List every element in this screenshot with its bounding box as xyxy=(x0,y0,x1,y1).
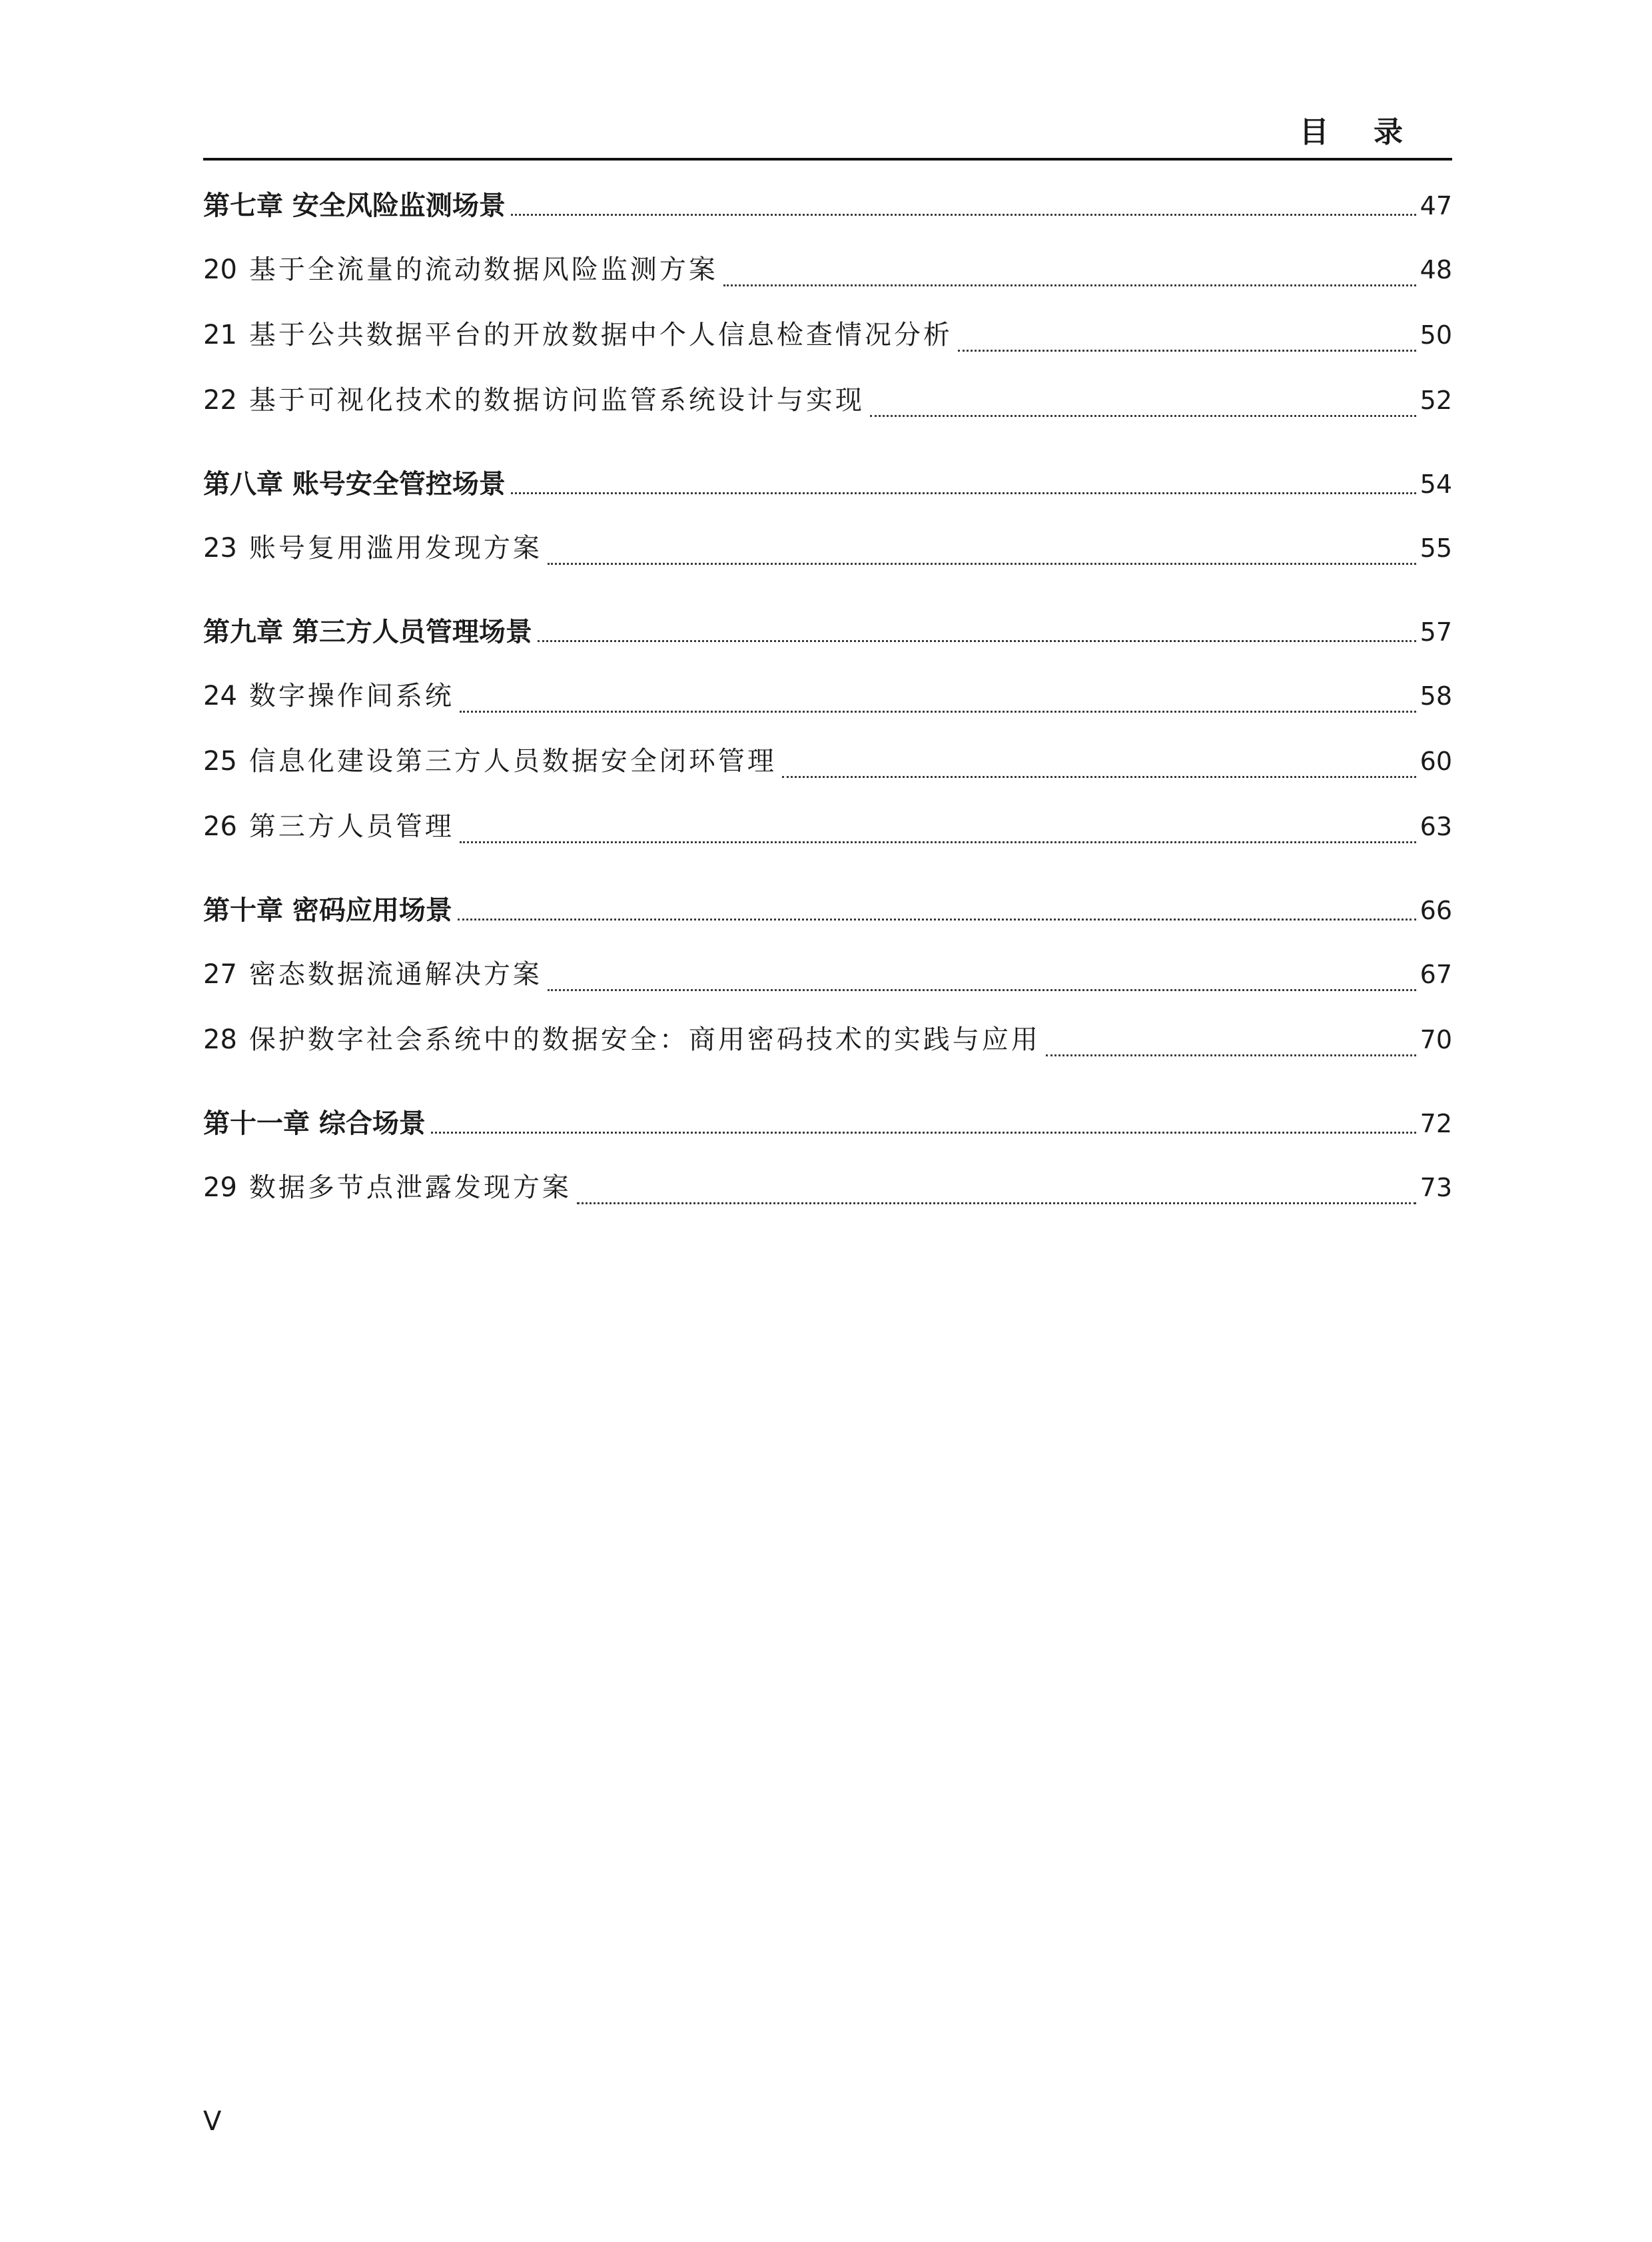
toc-entry-number: 24 xyxy=(203,681,237,711)
toc-entry-page: 67 xyxy=(1420,960,1452,989)
toc-entry-number: 25 xyxy=(203,746,237,777)
dot-leader xyxy=(577,1202,1416,1204)
page-number: V xyxy=(203,2106,222,2137)
toc-entry-title: 密态数据流通解决方案 xyxy=(248,959,542,990)
toc-section-entry[interactable] xyxy=(203,302,1452,368)
toc-section-entry[interactable] xyxy=(203,1155,1452,1220)
toc-entry-number: 20 xyxy=(203,254,237,285)
dot-leader xyxy=(458,918,1416,921)
dot-leader xyxy=(511,492,1416,494)
dot-leader xyxy=(958,349,1416,352)
dot-leader xyxy=(782,775,1416,778)
toc-entry-page: 66 xyxy=(1420,896,1452,925)
toc-entry-number: 26 xyxy=(203,811,237,842)
toc-section-entry[interactable] xyxy=(203,368,1452,433)
toc-entry-number: 23 xyxy=(203,533,237,563)
toc-entry-title: 第十章 密码应用场景 xyxy=(203,895,452,926)
toc-entry-title: 第十一章 综合场景 xyxy=(203,1108,426,1139)
toc-chapter-entry[interactable] xyxy=(203,458,1452,510)
toc-entry-title: 第八章 账号安全管控场景 xyxy=(203,469,506,500)
toc-entry-title: 基于全流量的流动数据风险监测方案 xyxy=(248,254,718,285)
toc-entry-page: 63 xyxy=(1420,812,1452,841)
toc-entry-page: 58 xyxy=(1420,681,1452,711)
dot-leader xyxy=(723,284,1416,286)
toc-section-entry[interactable] xyxy=(203,729,1452,794)
toc-section-entry[interactable] xyxy=(203,516,1452,581)
toc-entry-page: 50 xyxy=(1420,320,1452,350)
toc-section-entry[interactable] xyxy=(203,942,1452,1007)
toc-entry-title: 数据多节点泄露发现方案 xyxy=(248,1172,572,1203)
dot-leader xyxy=(1046,1054,1416,1056)
dot-leader xyxy=(538,639,1416,642)
toc-entry-number: 28 xyxy=(203,1024,237,1055)
toc-entry-page: 73 xyxy=(1420,1173,1452,1202)
toc-entry-title: 第九章 第三方人员管理场景 xyxy=(203,617,532,647)
toc-entry-title: 信息化建设第三方人员数据安全闭环管理 xyxy=(248,746,777,777)
toc-entry-page: 55 xyxy=(1420,534,1452,563)
toc-entry-title: 基于可视化技术的数据访问监管系统设计与实现 xyxy=(248,385,865,416)
toc-chapter-entry[interactable] xyxy=(203,606,1452,658)
toc-entry-page: 48 xyxy=(1420,255,1452,284)
toc-entry-title: 第七章 安全风险监测场景 xyxy=(203,190,506,221)
dot-leader xyxy=(460,841,1416,843)
toc-entry-number: 22 xyxy=(203,385,237,416)
toc-entry-number: 21 xyxy=(203,320,237,350)
dot-leader xyxy=(460,710,1416,713)
toc-section-entry[interactable] xyxy=(203,794,1452,859)
toc-entry-number: 29 xyxy=(203,1172,237,1203)
toc-entry-title: 基于公共数据平台的开放数据中个人信息检查情况分析 xyxy=(248,320,953,350)
page-title: 目 录 xyxy=(1299,115,1420,149)
toc-entry-title: 账号复用滥用发现方案 xyxy=(248,533,542,563)
toc-entry-title: 第三方人员管理 xyxy=(248,811,454,842)
dot-leader xyxy=(548,988,1416,991)
toc-chapter-entry[interactable] xyxy=(203,180,1452,232)
dot-leader xyxy=(431,1131,1416,1134)
toc-entry-page: 57 xyxy=(1420,617,1452,647)
toc-chapter-entry[interactable] xyxy=(203,1098,1452,1150)
toc-section-entry[interactable] xyxy=(203,237,1452,302)
page-header xyxy=(203,117,1452,161)
dot-leader xyxy=(548,562,1416,565)
toc-entry-title: 数字操作间系统 xyxy=(248,681,454,711)
toc-entry-page: 70 xyxy=(1420,1025,1452,1054)
table-of-contents xyxy=(203,180,1452,1220)
dot-leader xyxy=(870,414,1416,417)
toc-entry-number: 27 xyxy=(203,959,237,990)
dot-leader xyxy=(511,213,1416,216)
toc-section-entry[interactable] xyxy=(203,1007,1452,1072)
toc-entry-page: 54 xyxy=(1420,470,1452,499)
toc-entry-page: 52 xyxy=(1420,386,1452,415)
toc-entry-title: 保护数字社会系统中的数据安全：商用密码技术的实践与应用 xyxy=(248,1024,1040,1055)
toc-entry-page: 60 xyxy=(1420,747,1452,776)
toc-section-entry[interactable] xyxy=(203,663,1452,729)
toc-entry-page: 72 xyxy=(1420,1109,1452,1138)
toc-chapter-entry[interactable] xyxy=(203,885,1452,936)
toc-entry-page: 47 xyxy=(1420,191,1452,220)
